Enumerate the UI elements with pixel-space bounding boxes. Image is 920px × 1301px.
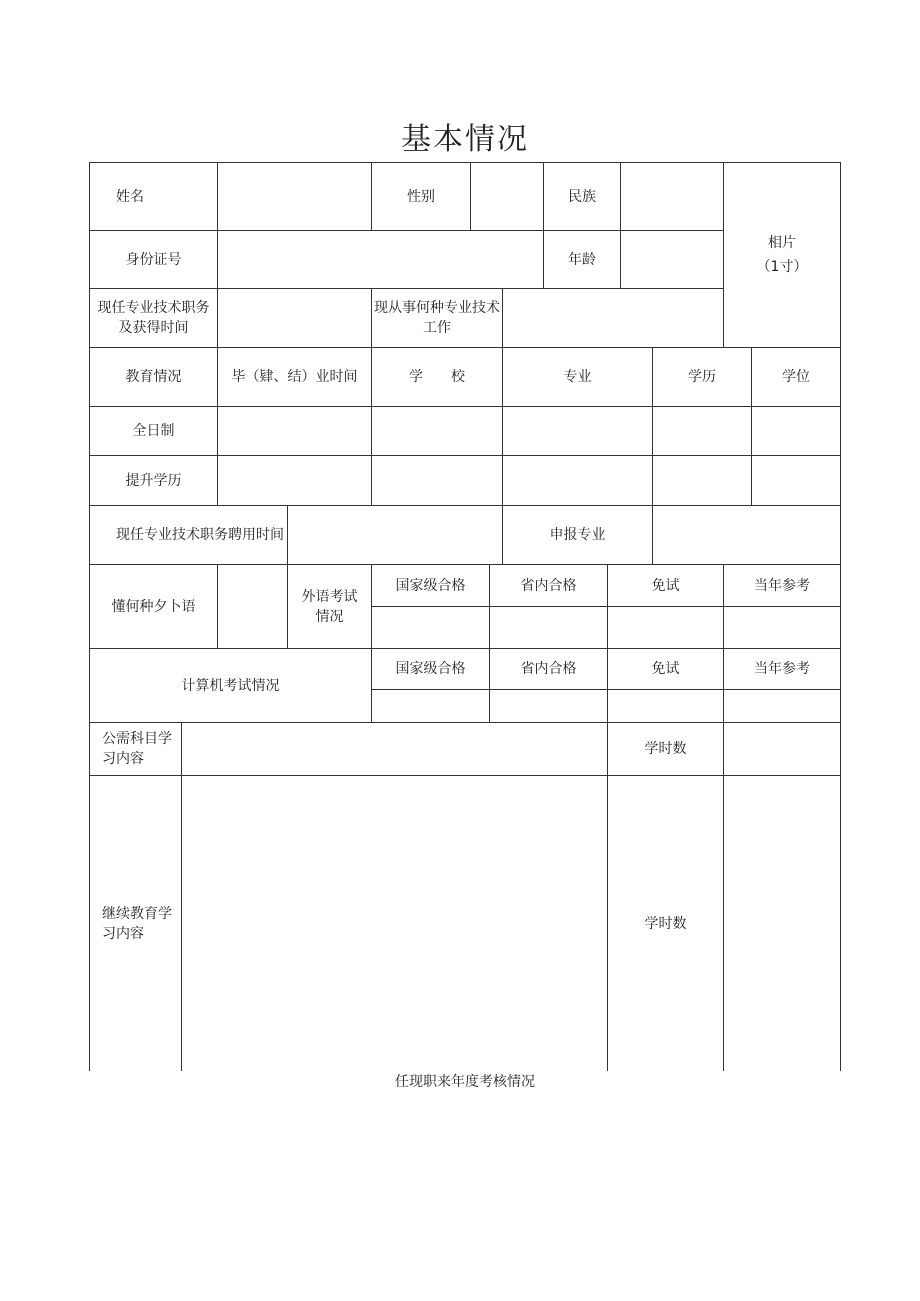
label-ethnicity: 民族 (543, 162, 620, 230)
full-time-major-field[interactable] (502, 406, 652, 455)
current-work-field[interactable] (502, 288, 723, 347)
lang-national-pass-field[interactable] (371, 606, 489, 648)
label-lang-exam: 外语考试情况 (287, 564, 371, 648)
full-time-degree-level-field[interactable] (652, 406, 751, 455)
hire-time-field[interactable] (287, 505, 502, 564)
label-full-time: 全日制 (89, 406, 217, 455)
public-hours-label: 学时数 (607, 722, 723, 775)
label-hire-time: 现任专业技术职务聘用时间 (89, 505, 287, 564)
label-upgrade: 提升学历 (89, 455, 217, 505)
label-languages: 懂何种夕卜语 (89, 564, 217, 648)
lang-exempt-field[interactable] (607, 606, 723, 648)
upgrade-school-field[interactable] (371, 455, 502, 505)
photo-label: 相片 (768, 235, 796, 251)
photo-size-label: （1寸） (756, 259, 808, 275)
label-apply-major: 申报专业 (502, 505, 652, 564)
upgrade-degree-level-field[interactable] (652, 455, 751, 505)
continuing-hours-label: 学时数 (607, 775, 723, 1071)
label-major: 专业 (502, 347, 652, 406)
label-continuing-ed: 继续教育学习内容 (89, 775, 181, 1071)
lang-current-year-field[interactable] (723, 606, 841, 648)
languages-field[interactable] (217, 564, 287, 648)
page-title: 基本情况 (401, 122, 529, 157)
label-gender: 性别 (371, 162, 470, 230)
public-hours-field[interactable] (723, 722, 841, 775)
label-name: 姓名 (89, 162, 217, 230)
lang-current-year-label: 当年参考 (723, 564, 841, 606)
computer-provincial-pass-field[interactable] (489, 689, 607, 722)
label-public-subjects: 公需科目学习内容 (89, 722, 181, 775)
id-number-field[interactable] (217, 230, 543, 288)
label-grad-time: 毕（肄、结）业时间 (217, 347, 371, 406)
lang-national-pass-label: 国家级合格 (371, 564, 489, 606)
lang-provincial-pass-field[interactable] (489, 606, 607, 648)
photo-box[interactable] (723, 162, 841, 347)
continuing-hours-field[interactable] (723, 775, 841, 1071)
computer-exempt-label: 免试 (607, 648, 723, 689)
computer-provincial-pass-label: 省内合格 (489, 648, 607, 689)
age-field[interactable] (620, 230, 723, 288)
appraisal-heading: 任现职来年度考核情况 (395, 1074, 535, 1090)
label-school: 学 校 (371, 347, 502, 406)
full-time-school-field[interactable] (371, 406, 502, 455)
computer-current-year-label: 当年参考 (723, 648, 841, 689)
ethnicity-field[interactable] (620, 162, 723, 230)
public-subjects-field[interactable] (181, 722, 607, 775)
upgrade-major-field[interactable] (502, 455, 652, 505)
computer-exempt-field[interactable] (607, 689, 723, 722)
lang-provincial-pass-label: 省内合格 (489, 564, 607, 606)
label-age: 年龄 (543, 230, 620, 288)
label-education: 教育情况 (89, 347, 217, 406)
upgrade-degree-field[interactable] (751, 455, 841, 505)
label-degree-level: 学历 (652, 347, 751, 406)
label-degree: 学位 (751, 347, 841, 406)
label-current-title: 现任专业技术职务及获得时间 (89, 288, 217, 347)
label-id-number: 身份证号 (89, 230, 217, 288)
gender-field[interactable] (470, 162, 543, 230)
full-time-grad-time-field[interactable] (217, 406, 371, 455)
apply-major-field[interactable] (652, 505, 841, 564)
name-field[interactable] (217, 162, 371, 230)
label-computer-exam: 计算机考试情况 (89, 648, 371, 722)
computer-national-pass-field[interactable] (371, 689, 489, 722)
current-title-field[interactable] (217, 288, 371, 347)
lang-exempt-label: 免试 (607, 564, 723, 606)
computer-national-pass-label: 国家级合格 (371, 648, 489, 689)
upgrade-grad-time-field[interactable] (217, 455, 371, 505)
computer-current-year-field[interactable] (723, 689, 841, 722)
label-current-work: 现从事何种专业技术工作 (371, 288, 502, 347)
continuing-ed-field[interactable] (181, 775, 607, 1071)
full-time-degree-field[interactable] (751, 406, 841, 455)
